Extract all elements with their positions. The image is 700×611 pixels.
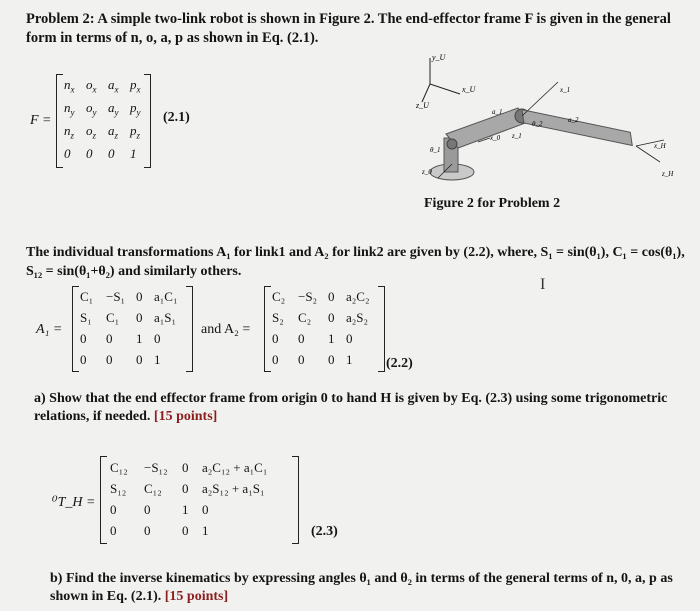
matrix-cell: $o_z$ — [86, 123, 97, 141]
matrix-cell: $p_y$ — [130, 100, 141, 118]
eq23-right-bracket — [292, 456, 299, 544]
a1-label: A₁ = — [36, 322, 63, 337]
matrix-cell: $p_z$ — [130, 123, 141, 141]
matrix-cell: 0 — [108, 146, 115, 161]
matrix-cell: 0 — [86, 146, 93, 161]
a2-left-bracket — [264, 286, 271, 372]
matrix-cell: 0 — [110, 502, 117, 517]
matrix-cell: S₁ — [80, 310, 92, 325]
matrix-cell: −S₁₂ — [144, 460, 168, 475]
matrix-cell: $p_x$ — [130, 77, 141, 95]
matrix-cell: $n_x$ — [64, 77, 75, 95]
matrix-cell: 0 — [202, 502, 209, 517]
a1-right-bracket — [186, 286, 193, 372]
matrix-cell: $a_y$ — [108, 100, 119, 118]
fig-label-z1: z_1 — [512, 132, 522, 140]
matrix-cell: 0 — [346, 331, 353, 346]
matrix-cell: a₂S₂ — [346, 310, 369, 325]
matrix-cell: $a_x$ — [108, 77, 119, 95]
eq22-tag: (2.2) — [386, 356, 413, 371]
matrix-cell: S₁₂ — [110, 481, 127, 496]
fig-label-theta1: θ_1 — [430, 146, 441, 154]
matrix-cell: 0 — [106, 331, 113, 346]
matrix-cell: 0 — [110, 523, 117, 538]
eq23-label: ⁰T_H = — [52, 495, 96, 510]
matrix-cell: 0 — [272, 352, 279, 367]
matrix-cell: 0 — [182, 523, 189, 538]
matrix-cell: 1 — [202, 523, 209, 538]
eq21-left-bracket — [56, 74, 63, 168]
matrix-cell: $o_x$ — [86, 77, 97, 95]
matrix-cell: 0 — [136, 352, 143, 367]
matrix-cell: C₁ — [106, 310, 120, 325]
transforms-paragraph: The individual transformations A₁ for link1 and A₂ for link2 are given by (2.2), where, S₁ = sin(θ₁), C₁ = cos(θ₁), S₁₂ = sin(θ₁+θ₂) and similarly others. — [26, 245, 685, 279]
matrix-cell: 0 — [272, 331, 279, 346]
matrix-cell: 0 — [80, 352, 87, 367]
question-b — [50, 570, 690, 606]
fig-label-a2: a_2 — [568, 116, 579, 124]
question-a-text: a) Show that the end effector frame from origin 0 to hand H is given by Eq. (2.3) using some trigonometric relations, if needed. — [34, 391, 668, 424]
matrix-cell: 0 — [106, 352, 113, 367]
matrix-cell: C₁₂ — [144, 481, 162, 496]
matrix-cell: C₂ — [298, 310, 312, 325]
matrix-cell: a₂S₁₂ + a₁S₁ — [202, 481, 265, 496]
fig-label-x1: x_1 — [560, 86, 571, 94]
xu-axis — [430, 84, 460, 94]
matrix-cell: 0 — [298, 331, 305, 346]
fig-label-xu: x_U — [462, 85, 476, 94]
fig-label-zh: z_H — [662, 170, 674, 178]
matrix-cell: C₁₂ — [110, 460, 128, 475]
matrix-cell: 0 — [328, 352, 335, 367]
matrix-cell: 0 — [80, 331, 87, 346]
fig-label-a1: a_1 — [492, 108, 503, 116]
robot-figure — [408, 52, 678, 192]
a2-label: and A₂ = — [201, 322, 251, 337]
matrix-cell: $n_z$ — [64, 123, 75, 141]
matrix-cell: 0 — [136, 310, 143, 325]
matrix-cell: 0 — [144, 502, 151, 517]
eq21-tag: (2.1) — [163, 110, 190, 125]
matrix-cell: 0 — [328, 310, 335, 325]
fig-label-yu: y_U — [432, 53, 446, 62]
matrix-cell: 1 — [130, 146, 137, 161]
joint-1 — [447, 139, 457, 149]
matrix-cell: C₁ — [80, 289, 94, 304]
question-b-points: [15 points] — [164, 589, 229, 604]
question-a — [34, 390, 674, 426]
matrix-cell: a₁C₁ — [154, 289, 178, 304]
fig-label-x0: x_0 — [490, 134, 501, 142]
matrix-cell: −S₁ — [106, 289, 126, 304]
matrix-cell: 0 — [328, 289, 335, 304]
matrix-cell: a₁S₁ — [154, 310, 177, 325]
a1-left-bracket — [72, 286, 79, 372]
fig-label-xh: x_H — [654, 142, 666, 150]
question-b-text: b) Find the inverse kinematics by expressing angles θ₁ and θ₂ in terms of the general terms of n, 0, a, p as shown in Eq. (2.1). — [50, 571, 673, 604]
matrix-cell: 0 — [182, 460, 189, 475]
matrix-cell: a₂C₂ — [346, 289, 370, 304]
fig-label-z0: z_0 — [422, 168, 432, 176]
matrix-cell: $n_y$ — [64, 100, 75, 118]
matrix-cell: 1 — [182, 502, 189, 517]
fig-label-zu: z_U — [416, 101, 429, 110]
matrix-cell: 0 — [182, 481, 189, 496]
question-a-points: [15 points] — [153, 409, 218, 424]
matrix-cell: 1 — [346, 352, 353, 367]
matrix-cell: 0 — [144, 523, 151, 538]
matrix-cell: a₂C₁₂ + a₁C₁ — [202, 460, 268, 475]
zu-axis — [422, 84, 430, 102]
matrix-cell: 1 — [136, 331, 143, 346]
x1-axis — [522, 82, 558, 116]
eq23-left-bracket — [100, 456, 107, 544]
matrix-cell: 1 — [154, 352, 161, 367]
matrix-cell: −S₂ — [298, 289, 318, 304]
matrix-cell: 0 — [298, 352, 305, 367]
eq21-right-bracket — [144, 74, 151, 168]
figure-caption: Figure 2 for Problem 2 — [424, 196, 561, 211]
matrix-cell: $a_z$ — [108, 123, 119, 141]
matrix-cell: 0 — [154, 331, 161, 346]
eq23-tag: (2.3) — [311, 524, 338, 539]
matrix-cell: $o_y$ — [86, 100, 97, 118]
matrix-cell: S₂ — [272, 310, 284, 325]
matrix-cell: C₂ — [272, 289, 286, 304]
matrix-cell: 0 — [136, 289, 143, 304]
fig-label-theta2: θ_2 — [532, 120, 543, 128]
problem-title: Problem 2: A simple two-link robot is shown in Figure 2. The end-effector frame F is given in the general form in terms of n, o, a, p as shown in Eq. (2.1). — [26, 11, 671, 46]
matrix-cell: 1 — [328, 331, 335, 346]
text-cursor-icon: I — [540, 276, 546, 293]
a2-right-bracket — [378, 286, 385, 372]
eq21-label: F = — [30, 113, 52, 128]
matrix-cell: 0 — [64, 146, 71, 161]
